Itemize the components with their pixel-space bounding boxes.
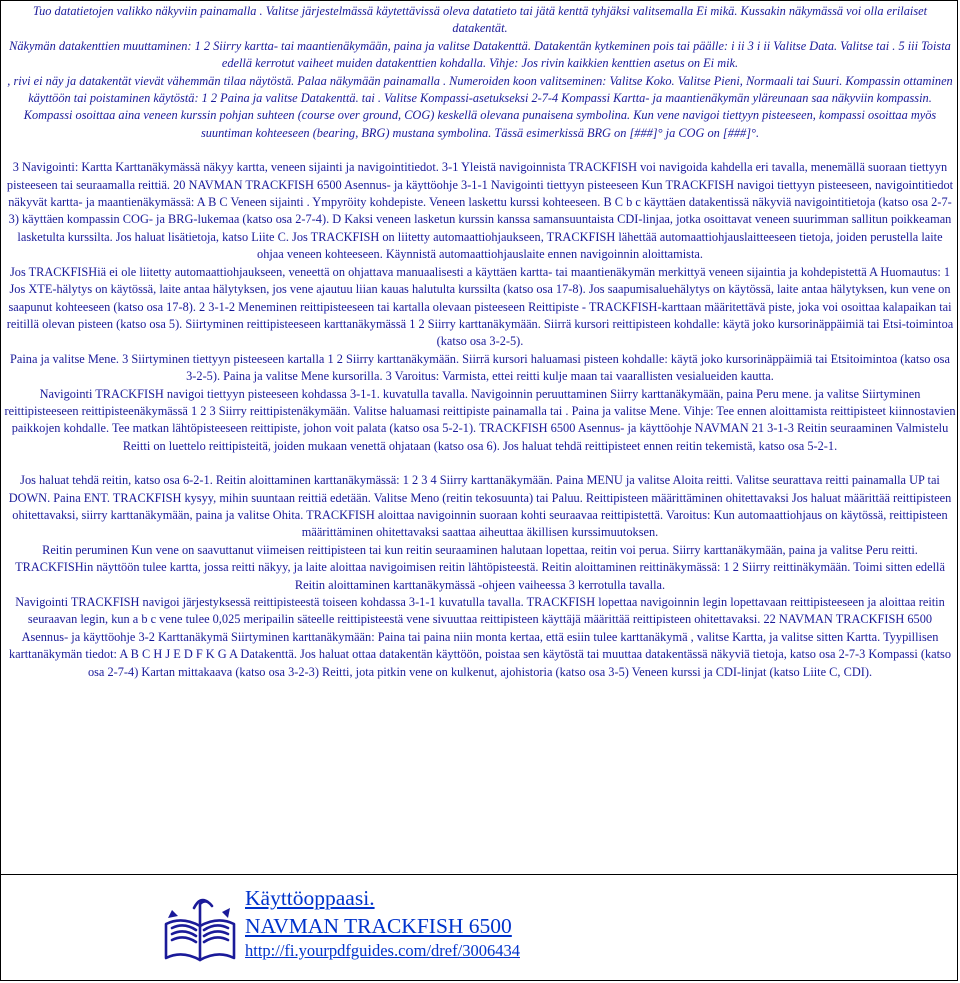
paragraph: , rivi ei näy ja datakentät vievät vähemmän tilaa näytöstä. Palaa näkymään painamalla . Numeroiden koon valitseminen: Valitse Koko. Valitse Pieni, Normaali tai Suuri. Kompassin ottaminen käyttöön tai poistaminen käytöstä: 1 2 Paina ja valitse Datakenttä. tai . Valitse Kompassi-asetukseksi 2-7-4 Kompassi Kartta- ja maantienäkymän yläreunaan saa näkyviin kompassin. Kompassi osoittaa aina veneen kurssin pohjan suhteen (course over ground, COG) keskellä olevana punaisena symbolina. Kun vene navigoi tiettyyn pisteeseen, kompassi osoittaa myös suuntiman kohteeseen (bearing, BRG) mustana symbolina. Tässä esimerkissä BRG on [###]° ja COG on [###]°.: [7, 73, 953, 140]
paragraph: Navigointi TRACKFISH navigoi tiettyyn pisteeseen kohdassa 3-1-1. kuvatulla tavalla. Navigoinnin peruuttaminen Siirry karttanäkymään, paina Peru mene. ja valitse Siirtyminen reittipisteeseen reittipisteenäkymässä 1 2 3 Siirry reittipistenäkymään. Valitse haluamasi reittipiste painamalla tai . Paina ja valitse Mene. Vihje: Tee ennen aloittamista reittipisteet kiinnostavien paikkojen kohdalle. Tee matkan lähtöpisteeseen reittipiste, johon voit palata (katso osa 5-2-1). TRACKFISH 6500 Asennus- ja käyttöohje NAVMAN 21 3-1-3 Reitin seuraaminen Valmistelu Reitti on luettelo reittipisteitä, joiden mukaan venettä ohjataan (katso osa 6). Jos haluat tehdä reittipisteet ennen reitin tekemistä, katso osa 5-2-1.: [4, 386, 956, 453]
document-body: [4, 3, 956, 681]
product-name-link[interactable]: NAVMAN TRACKFISH 6500: [245, 914, 512, 938]
guide-url-link[interactable]: http://fi.yourpdfguides.com/dref/3006434: [245, 941, 520, 960]
paragraph: 3 Navigointi: Kartta Karttanäkymässä näkyy kartta, veneen sijainti ja navigointitiedot. 3-1 Yleistä navigoinnista TRACKFISH voi navigoida kahdella eri tavalla, menemällä suoraan tiettyyn pisteeseen tai seuraamalla reittiä. 20 NAVMAN TRACKFISH 6500 Asennus- ja käyttöohje 3-1-1 Navigointi tiettyyn pisteeseen Kun TRACKFISH navigoi tiettyyn pisteeseen, navigointitiedot näkyvät kartta- ja maantienäkymässä: A B C Veneen sijainti . Ympyröity kohdepiste. Veneen laskettu kurssi kohteeseen. B C b c käyttäen datakentissä näkyviä navigointitietoja (katso osa 2-7-3) käyttäen kompassin COG- ja BRG-lukemaa (katso osa 2-7-4). D Kaksi veneen lasketun kurssin kanssa samansuuntaista CDI-linjaa, jotka osoittavat veneen suurimman sallitun poikkeaman lasketulta kurssilta. Jos haluat lisätietoja, katso Liite C. Jos TRACKFISH on liitetty automaattiohjaukseen, TRACKFISH lähettää automaattiohjauslaitteeseen tietoja, joiden perustella laite ohjaa veneen kohteeseen. Käynnistä automaattiohjauslaite ennen navigoinnin aloittamista.: [6, 160, 954, 262]
section-gap: [4, 455, 956, 472]
normal-section-1: [4, 159, 956, 455]
paragraph: Paina ja valitse Mene. 3 Siirtyminen tiettyyn pisteeseen kartalla 1 2 Siirry karttanäkymään. Siirrä kursori haluamasi pisteen kohdalle: käytä joko kursorinäppäimiä tai Etsitoimintoa (katso osa 3-2-5). Paina ja valitse Mene kursorilla. 3 Varoitus: Varmista, ettei reitti kulje maan tai vaarallisten vesialueiden kautta.: [10, 351, 950, 384]
section-gap: [4, 142, 956, 159]
footer-links: [245, 884, 520, 962]
paragraph: Navigointi TRACKFISH navigoi järjestyksessä reittipisteestä toiseen kohdassa 3-1-1 kuvatulla tavalla. TRACKFISH lopettaa navigoinnin legin lopettavaan reittipisteeseen ja aloittaa reitin seuraavan legin, kun a b c vene tulee 0,025 meripailin säteelle reittipisteestä vene sivuuttaa reittipisteen käyttäjä määrittää reittipisteen ohitettavaksi. 22 NAVMAN TRACKFISH 6500 Asennus- ja käyttöohje 3-2 Karttanäkymä Siirtyminen karttanäkymään: Paina tai paina niin monta kertaa, että esiin tulee karttanäkymä , valitse Kartta, ja valitse sitten Kartta. Tyypillisen karttanäkymän tiedot: A B C H J E D F K G A Datakenttä. Jos haluat ottaa datakentän käyttöön, poistaa sen käytöstä tai muuttaa datakentässä näkyviä tietoja, katso osa 2-7-3 Kompassi (katso osa 2-7-4) Kartan mittakaava (katso osa 3-2-3) Reitti, jota pitkin vene on kulkenut, ajohistoria (katso osa 3-5) Veneen kurssi ja CDI-linjat (katso Liite C, CDI).: [8, 595, 952, 679]
paragraph: Tuo datatietojen valikko näkyviin painamalla . Valitse järjestelmässä käytettävissä oleva datatieto tai jätä kenttä tyhjäksi valitsemalla Ei mikä. Kussakin näkymässä voi olla erilaiset datakentät.: [32, 4, 928, 36]
italic-section: [4, 3, 956, 142]
open-book-logo-icon: [158, 888, 242, 972]
paragraph: Jos haluat tehdä reitin, katso osa 6-2-1. Reitin aloittaminen karttanäkymässä: 1 2 3 4 Siirry karttanäkymään. Paina MENU ja valitse Aloita reitti. Valitse seurattava reitti painamalla UP tai DOWN. Paina ENT. TRACKFISH kysyy, mihin suuntaan reittiä edetään. Valitse Meno (reitin tekosuunta) tai Paluu. Reittipisteen määrittäminen ohitettavaksi Jos haluat määrittää reittipisteen ohitettavaksi, siirry karttanäkymään, paina ja valitse Ohita. TRACKFISH aloittaa navigoinnin suoraan kohti seuraavaa reittipistettä. Varoitus: Kun automaattiohjaus on käytössä, reittipisteen määrittäminen ohitettavaksi saattaa aiheuttaa äkillisen kurssimuutoksen.: [8, 473, 952, 540]
paragraph: Jos TRACKFISHiä ei ole liitetty automaattiohjaukseen, veneettä on ohjattava manuaalisesti a käyttäen kartta- tai maantienäkymän merkittyä veneen sijaintia ja kohdepistettä A Huomautus: 1 Jos XTE-hälytys on käytössä, laite antaa hälytyksen, jos vene ajautuu liian kauas halutulta kurssilta (katso osa 17-8). Jos saapumisaluehälytys on käytössä, laite antaa hälytyksen, kun vene on saapunut kohteeseen (katso osa 17-8). 2 3-1-2 Meneminen reittipisteeseen tai kartalla olevaan pisteeseen Reittipiste - TRACKFISH-karttaan määritettävä piste, joka voi osoittaa kalapaikan tai reitillä olevan pisteen (katso osa 5). Siirtyminen reittipisteeseen karttanäkymässä 1 2 Siirry karttanäkymään. Siirrä kursori reittipisteen kohdalle: käytä joko kursorinäppäimiä tai Etsi-toimintoa (katso osa 3-2-5).: [6, 264, 954, 349]
normal-section-2: [4, 472, 956, 681]
guide-title-link[interactable]: Käyttöoppaasi.: [245, 886, 375, 910]
paragraph: Näkymän datakenttien muuttaminen: 1 2 Siirry kartta- tai maantienäkymään, paina ja valitse Datakenttä. Datakentän kytkeminen pois tai päälle: i ii 3 i ii Valitse Data. Valitse tai . 5 iii Toista edellä kerrotut vaiheet muiden datakenttien kohdalla. Vihje: Jos rivin kaikkien kenttien asetus on Ei mik.: [9, 38, 951, 71]
paragraph: Reitin peruminen Kun vene on saavuttanut viimeisen reittipisteen tai kun reitin seuraaminen halutaan lopettaa, reitin voi perua. Siirry karttanäkymään, paina ja valitse Peru reitti. TRACKFISHin näyttöön tulee kartta, jossa reitti näkyy, ja laite aloittaa navigoimisen reitin lähtöpisteestä. Reitin aloittaminen reittinäkymässä: 1 2 Siirry reittinäkymään. Toimi sitten edellä Reitin aloittaminen karttanäkymässä -ohjeen vaiheessa 3 kerrotulla tavalla.: [15, 542, 945, 592]
